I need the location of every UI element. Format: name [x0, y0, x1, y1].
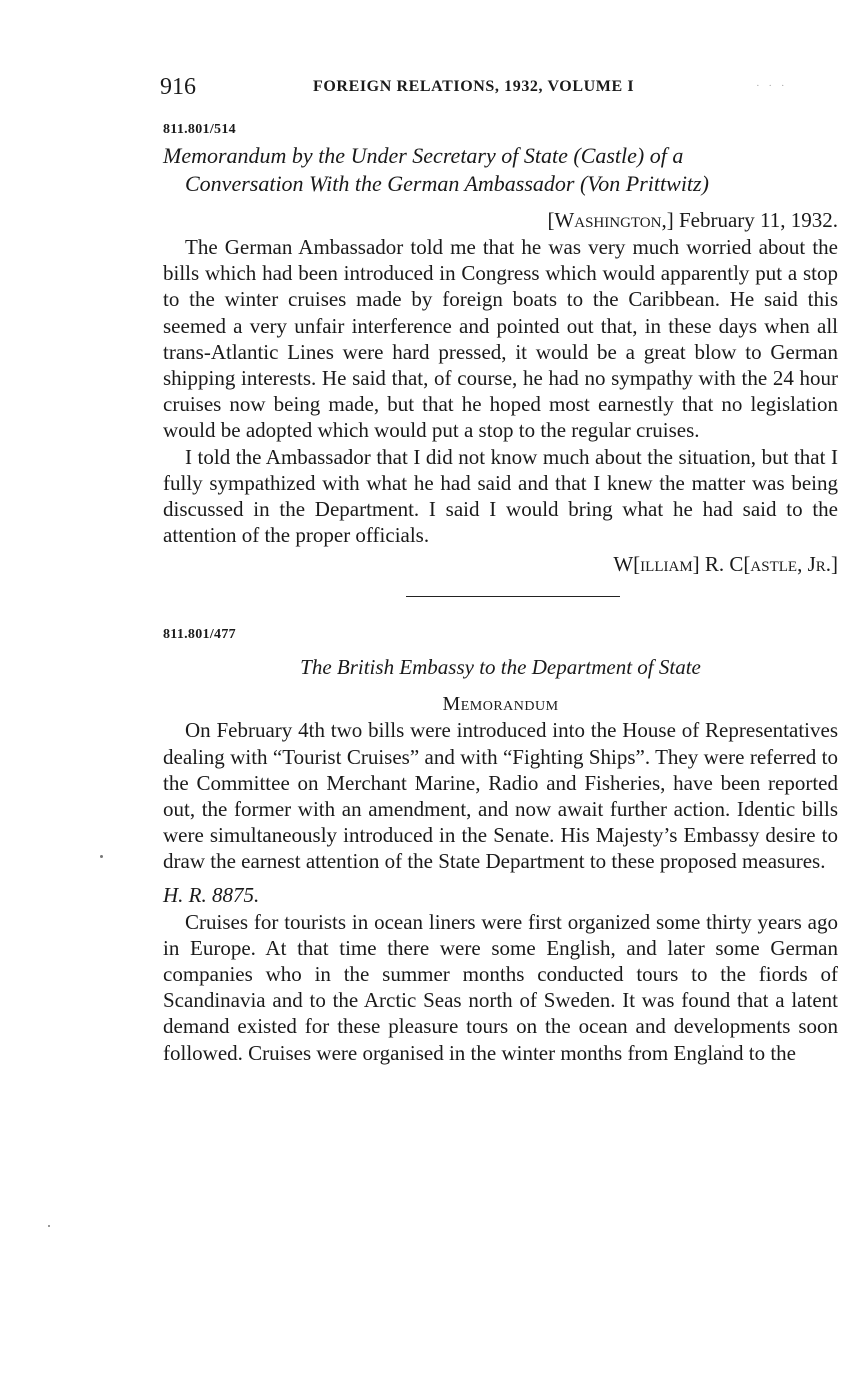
body-paragraph: The German Ambassador told me that he was very much worried about the bills which had been introduced in Congress which would apparently put a stop to the winter cruises made by foreign boats to the Caribbean. He said this seemed a very unfair interference and pointed out that, in these days when all trans-Atlantic Lines were hard pressed, it would be a great blow to German shipping interests. He said that, of course, he had no sympathy with the 24 hour cruises now being made, but that he hoped most earnestly that no legislation would be adopted which would put a stop to the regular cruises.: [163, 235, 838, 443]
signature: [163, 550, 838, 578]
document-title: [163, 142, 838, 198]
file-number: 811.801/477: [163, 627, 236, 643]
body-paragraph: On February 4th two bills were introduced into the House of Representatives dealing with “Tourist Cruises” and with “Fighting Ships”. They were referred to the Committee on Merchant Marine, Radio and Fisheries, have been reported out, the former with an amendment, and now await further action. Identic bills were simultaneously introduced in the Senate. His Majesty’s Embassy desire to draw the earnest attention of the State Department to these proposed measures.: [163, 718, 838, 874]
document-title-line: Memorandum by the Under Secretary of State (Castle) of a: [163, 143, 684, 168]
file-number: 811.801/514: [163, 122, 236, 137]
dateline: [163, 206, 838, 234]
scan-speck: [100, 855, 103, 858]
body-paragraph: I told the Ambassador that I did not know much about the situation, but that I fully sympathized with what he had said and that I knew the matter was being discussed in the Department. I said I would bring what he had said to the attention of the proper officials.: [163, 444, 838, 548]
document-title-line: Conversation With the German Ambassador (Von Prittwitz): [185, 171, 709, 196]
memorandum-heading: Memorandum: [442, 693, 559, 716]
running-title: FOREIGN RELATIONS, 1932, VOLUME I: [313, 78, 635, 95]
dateline-date: February 11, 1932.: [673, 208, 838, 232]
page-number: 916: [160, 74, 196, 100]
section-divider: [406, 596, 620, 597]
bill-heading: H. R. 8875.: [163, 882, 260, 907]
dateline-place: [Washington,]: [547, 208, 674, 232]
body-paragraph: Cruises for tourists in ocean liners were first organized some thirty years ago in Europe. At that time there were some English, and later some German companies who in the summer months conducted tours to the fiords of Scandinavia and to the Arctic Seas north of Sweden. It was found that a latent demand existed for these pleasure tours on the ocean and developments soon followed. Cruises were organised in the winter months from England to the: [163, 909, 838, 1065]
document-page: [160, 74, 838, 1066]
scan-speck: [48, 1225, 50, 1227]
scan-artifact: · · ·: [756, 80, 788, 92]
document-title: The British Embassy to the Department of State: [300, 655, 701, 680]
running-head: [160, 74, 838, 108]
signature-text: W[illiam] R. C[astle, Jr.]: [613, 552, 838, 577]
